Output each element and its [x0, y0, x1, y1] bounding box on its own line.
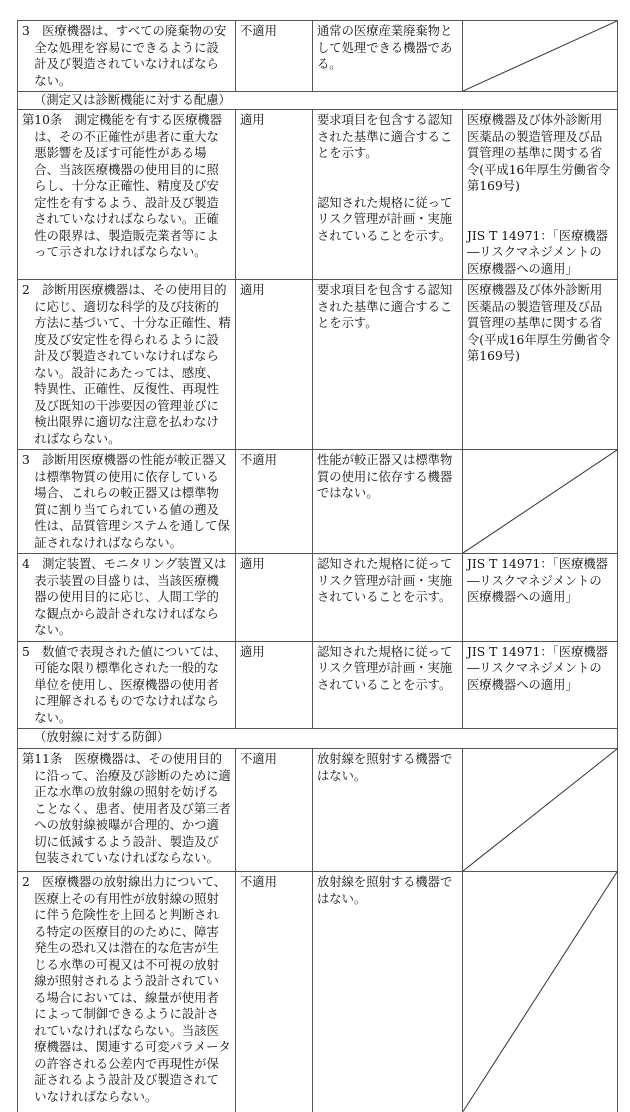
section-title: （放射線に対する防御）: [18, 729, 618, 749]
method-text: 放射線を照射する機器ではない。: [317, 875, 453, 906]
method-cell: [313, 21, 463, 92]
not-applicable-cell: [463, 872, 618, 1112]
table-row: [18, 554, 618, 642]
method-cell: [313, 554, 463, 642]
requirement-cell: 4 測定装置、モニタリング装置又は表示装置の目盛りは、当該医療機器の使用目的に応じ、人間工学的な観点から設計されなければならない。: [18, 554, 236, 642]
method-cell: [313, 450, 463, 554]
method-cell: [313, 641, 463, 729]
requirement-cell: 2 医療機器の放射線出力について、医療上その有用性が放射線の照射に伴う危険性を上回ると判断される特定の医療目的のために、障害発生の恐れ又は潜在的な危害が生じる水準の可視又は不可視の放射線が照射されるよう設計されている場合においては、線量が使用者によって制御できるように設計されていなければならない。当該医療機器は、関連する可変パラメータの許容される公差内で再現性が保証されるよう設計及び製造されていなければならない。: [18, 872, 236, 1112]
applicability-cell: 適用: [236, 641, 313, 729]
applicability-cell: 不適用: [236, 872, 313, 1112]
applicability-cell: 適用: [236, 280, 313, 450]
method-text: 性能が較正器又は標準物質の使用に依存する機器ではない。: [317, 453, 453, 500]
not-applicable-cell: [463, 749, 618, 872]
method-text: 要求項目を包含する認知された基準に適合することを示す。: [317, 113, 453, 160]
requirement-cell: 3 診断用医療機器の性能が較正器又は標準物質の使用に依存している場合、これらの較正器又は標準物質に割り当てられている値の遡及性は、品質管理システムを通して保証されなければならない。: [18, 450, 236, 554]
table-row: [18, 450, 618, 554]
standard-cell: [463, 641, 618, 729]
table-row: [18, 641, 618, 729]
method-text: 放射線を照射する機器ではない。: [317, 752, 453, 783]
applicability-cell: 不適用: [236, 450, 313, 554]
standard-text: JIS T 14971：「医療機器―リスクマネジメントの医療機器への適用」: [467, 557, 608, 604]
standard-text: 医療機器及び体外診断用医薬品の製造管理及び品質管理の基準に関する省令(平成16年厚生労働省令第169号): [467, 283, 611, 363]
method-cell: [313, 872, 463, 1112]
diagonal-slash: [463, 872, 617, 1112]
diagonal-slash: [463, 749, 617, 871]
table-row: [18, 110, 618, 280]
section-row: [18, 729, 618, 749]
not-applicable-cell: [463, 450, 618, 554]
method-text: 認知された規格に従ってリスク管理が計画・実施されていることを示す。: [317, 195, 453, 243]
requirement-cell: 第10条 測定機能を有する医療機器は、その不正確性が患者に重大な悪影響を及ぼす可能性がある場合、当該医療機器の使用目的に照らし、十分な正確性、精度及び安定性を有するよう、設計及び製造されていなければならない。正確性の限界は、製造販売業者等によって示されなければならない。: [18, 110, 236, 280]
essential-requirements-table: [17, 20, 618, 1112]
standard-text: JIS T 14971：「医療機器―リスクマネジメントの医療機器への適用」: [467, 644, 608, 692]
applicability-cell: 不適用: [236, 749, 313, 872]
method-cell: [313, 110, 463, 280]
requirement-cell: 2 診断用医療機器は、その使用目的に応じ、適切な科学的及び技術的方法に基づいて、十分な正確性、精度及び安定性を得られるように設計及び製造されていなければならない。設計にあたっては、感度、特異性、正確性、反復性、再現性及び既知の干渉要因の管理並びに検出限界に適切な注意を払わなければならない。: [18, 280, 236, 450]
method-cell: [313, 280, 463, 450]
method-text: 通常の医療産業廃棄物として処理できる機器である。: [317, 24, 453, 71]
not-applicable-cell: [463, 21, 618, 92]
method-cell: [313, 749, 463, 872]
method-text: 認知された規格に従ってリスク管理が計画・実施されていることを示す。: [317, 557, 453, 604]
standard-cell: [463, 280, 618, 450]
table-row: [18, 749, 618, 872]
section-title: （測定又は診断機能に対する配慮）: [18, 92, 618, 110]
section-row: [18, 92, 618, 110]
table-row: [18, 21, 618, 92]
applicability-cell: 不適用: [236, 21, 313, 92]
applicability-cell: 適用: [236, 554, 313, 642]
requirement-cell: 5 数値で表現された値については、可能な限り標準化された一般的な単位を使用し、医療機器の使用者に理解されるものでなければならない。: [18, 641, 236, 729]
standard-text: JIS T 14971：「医療機器―リスクマネジメントの医療機器への適用」: [467, 228, 608, 276]
table-row: [18, 280, 618, 450]
requirement-cell: 3 医療機器は、すべての廃棄物の安全な処理を容易にできるように設計及び製造されていなければならない。: [18, 21, 236, 92]
method-text: 要求項目を包含する認知された基準に適合することを示す。: [317, 283, 453, 330]
standard-cell: [463, 554, 618, 642]
requirement-cell: 第11条 医療機器は、その使用目的に沿って、治療及び診断のために適正な水準の放射線の照射を妨げることなく、患者、使用者及び第三者への放射線被曝が合理的、かつ適切に低減するよう設計、製造及び包装されていなければならない。: [18, 749, 236, 872]
table-row: [18, 872, 618, 1112]
diagonal-slash: [463, 21, 617, 91]
method-text: 認知された規格に従ってリスク管理が計画・実施されていることを示す。: [317, 644, 453, 692]
standard-text: 医療機器及び体外診断用医薬品の製造管理及び品質管理の基準に関する省令(平成16年厚生労働省令第169号): [467, 113, 611, 193]
diagonal-slash: [463, 450, 617, 553]
applicability-cell: 適用: [236, 110, 313, 280]
standard-cell: [463, 110, 618, 280]
